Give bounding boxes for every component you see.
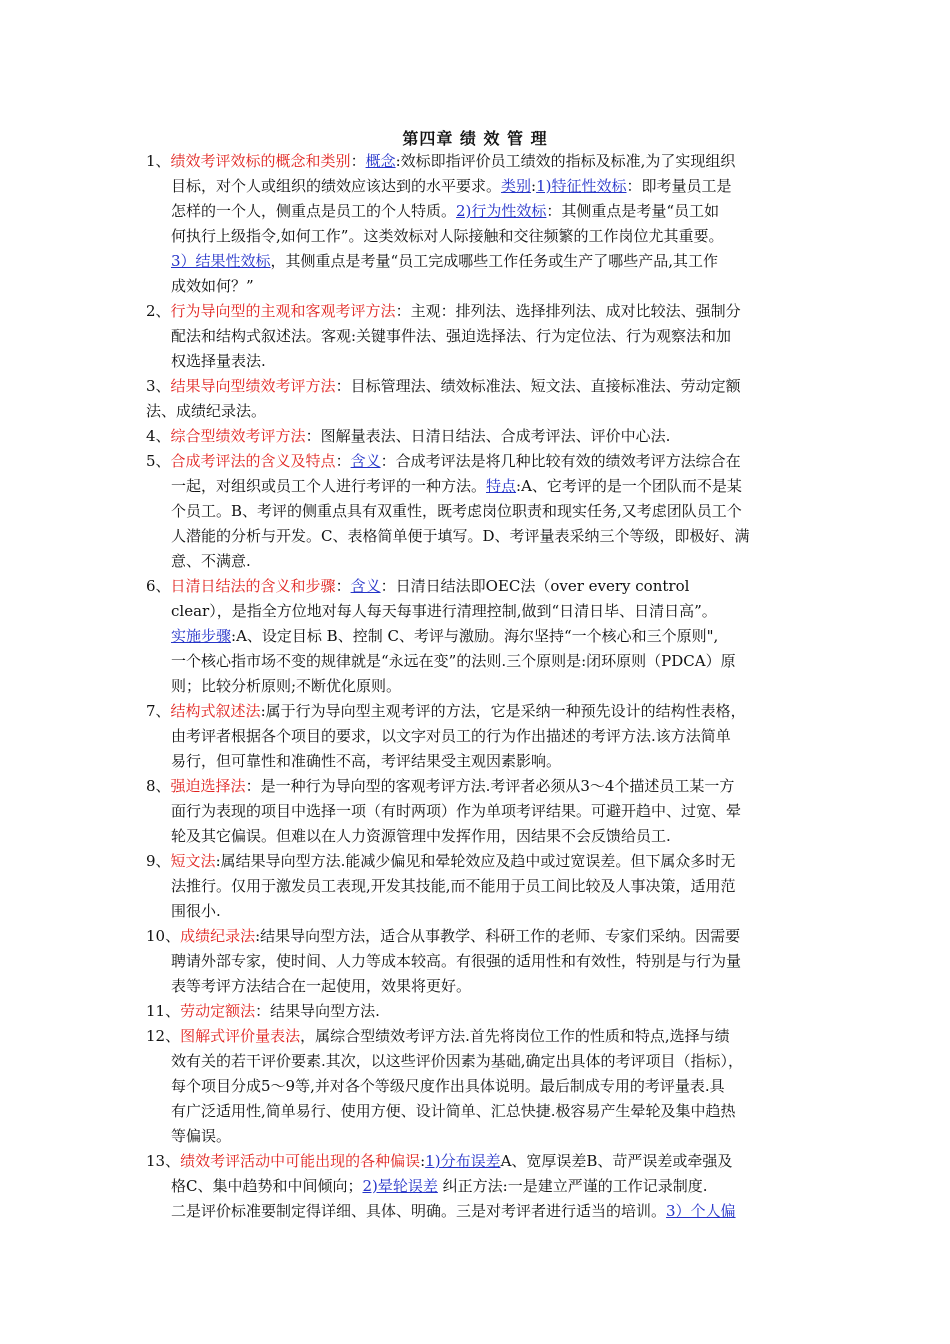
text-run: ：目标管理法、绩效标准法、短文法、直接标准法、劳动定额 [335, 377, 741, 395]
text-line [146, 774, 734, 798]
term-label: 含义 [350, 452, 381, 470]
section-heading: 行为导向型的主观和客观考评方法 [170, 302, 396, 320]
text-line [171, 724, 731, 748]
text-line [146, 374, 741, 398]
text-run: 法、成绩纪录法。 [146, 402, 267, 420]
text-run: ：即考量员工是 [626, 177, 732, 195]
term-label: 1)特征性效标 [536, 177, 627, 195]
text-line [146, 924, 740, 948]
text-run: 权选择量表法. [171, 352, 266, 370]
text-run: 4、 [146, 427, 171, 445]
text-run: ：图解量表法、日清日结法、合成考评法、评价中心法. [305, 427, 671, 445]
text-line [146, 1149, 732, 1173]
text-run: : [420, 1152, 426, 1170]
text-run: 轮及其它偏误。但难以在人力资源管理中发挥作用，因结果不会反馈给员工. [171, 827, 671, 845]
text-run: clear），是指全方位地对每人每天每事进行清理控制,做到“日清日毕、日清日高”。 [171, 602, 717, 620]
text-run: 配法和结构式叙述法。客观:关键事件法、强迫选择法、行为定位法、行为观察法和加 [171, 327, 732, 345]
text-line [171, 949, 741, 973]
text-line [171, 674, 401, 698]
text-run: 2、 [146, 302, 171, 320]
text-run: 围很小. [171, 902, 221, 920]
text-run: 13、 [146, 1152, 181, 1170]
term-label: 类别 [501, 177, 532, 195]
text-line [146, 1024, 730, 1048]
text-line [171, 1074, 725, 1098]
text-run: 一起，对组织或员工个人进行考评的一种方法。 [171, 477, 487, 495]
text-line [146, 574, 689, 598]
text-line [146, 299, 741, 323]
text-line [171, 224, 723, 248]
text-run: 表等考评方法结合在一起使用，效果将更好。 [171, 977, 472, 995]
text-run: 7、 [146, 702, 171, 720]
text-run: 6、 [146, 577, 171, 595]
text-run: 5、 [146, 452, 171, 470]
text-run: 成效如何？” [171, 277, 254, 295]
text-run: ：其侧重点是考量“员工如 [546, 202, 720, 220]
section-heading: 绩效考评活动中可能出现的各种偏误 [180, 1152, 421, 1170]
text-line [171, 174, 732, 198]
text-run: 意、不满意. [171, 552, 251, 570]
text-run: ： [350, 152, 366, 170]
term-label: 概念 [365, 152, 396, 170]
text-run: ：结果导向型方法. [255, 1002, 380, 1020]
text-run: 由考评者根据各个项目的要求，以文字对员工的行为作出描述的考评方法.该方法简单 [171, 727, 731, 745]
text-line [171, 274, 254, 298]
term-label: 实施步骤 [171, 627, 232, 645]
section-heading: 劳动定额法 [180, 1002, 256, 1020]
section-heading: 结果导向型绩效考评方法 [170, 377, 336, 395]
text-line [171, 549, 251, 573]
text-run: ：合成考评法是将几种比较有效的绩效考评方法综合在 [380, 452, 741, 470]
text-run: 3、 [146, 377, 171, 395]
text-run: 有广泛适用性,简单易行、使用方便、设计简单、汇总快捷.极容易产生晕轮及集中趋热 [171, 1102, 736, 1120]
text-run: 易行，但可靠性和准确性不高，考评结果受主观因素影响。 [171, 752, 562, 770]
section-heading: 日清日结法的含义和步骤 [170, 577, 336, 595]
text-run: 12、 [146, 1027, 181, 1045]
text-run: 则；比较分析原则;不断优化原则。 [171, 677, 402, 695]
text-line [171, 199, 719, 223]
text-run: ：日清日结法即OEC法（over every control [380, 577, 690, 595]
text-run: 等偏误。 [171, 1127, 232, 1145]
term-label: 2)晕轮误差 [362, 1177, 438, 1195]
text-line [171, 899, 221, 923]
text-run: 一个核心指市场不变的规律就是“永远在变”的法则.三个原则是:闭环原则（PDCA）原 [171, 652, 736, 670]
text-run: :属结果导向型方法.能减少偏见和晕轮效应及趋中或过宽误差。但下属众多时无 [215, 852, 736, 870]
text-line [146, 149, 735, 173]
text-run: 8、 [146, 777, 171, 795]
text-line [171, 499, 742, 523]
text-line [146, 699, 746, 723]
text-line [171, 974, 471, 998]
text-run: 二是评价标准要制定得详细、具体、明确。三是对考评者进行适当的培训。 [171, 1202, 667, 1220]
text-line [171, 349, 266, 373]
text-line [171, 799, 741, 823]
text-run: 怎样的一个人，侧重点是员工的个人特质。 [171, 202, 457, 220]
text-run: :A、设定目标 B、控制 C、考评与激励。海尔坚持“一个核心和三个原则", [231, 627, 719, 645]
text-run: :A、它考评的是一个团队而不是某 [516, 477, 742, 495]
text-run: ，属综合型绩效考评方法.首先将岗位工作的性质和特点,选择与绩 [300, 1027, 730, 1045]
text-run: 面行为表现的项目中选择一项（有时两项）作为单项考评结果。可避开趋中、过宽、晕 [171, 802, 742, 820]
text-run: 1、 [146, 152, 171, 170]
section-heading: 强迫选择法 [170, 777, 246, 795]
text-line [146, 424, 670, 448]
text-line [171, 824, 671, 848]
text-run: 目标，对个人或组织的绩效应该达到的水平要求。 [171, 177, 502, 195]
text-run: A、宽厚误差B、苛严误差或牵强及 [500, 1152, 733, 1170]
text-run: ，其侧重点是考量“员工完成哪些工作任务或生产了哪些产品,其工作 [270, 252, 718, 270]
text-run: ： [335, 577, 351, 595]
section-heading: 综合型绩效考评方法 [170, 427, 306, 445]
text-line [171, 1199, 736, 1223]
text-run: 效有关的若干评价要素.其次，以这些评价因素为基础,确定出具体的考评项目（指标）， [171, 1052, 744, 1070]
term-label: 1)分布误差 [425, 1152, 501, 1170]
text-line [171, 474, 742, 498]
text-run: 10、 [146, 927, 181, 945]
text-line [171, 524, 750, 548]
section-heading: 图解式评价量表法 [180, 1027, 301, 1045]
term-label: 2)行为性效标 [456, 202, 547, 220]
text-run: 何执行上级指令,如何工作”。这类效标对人际接触和交往频繁的工作岗位尤其重要。 [171, 227, 724, 245]
text-run: :效标即指评价员工绩效的指标及标准,为了实现组织 [395, 152, 736, 170]
text-run: 9、 [146, 852, 171, 870]
text-line [146, 999, 380, 1023]
term-label: 3）个人偏 [666, 1202, 736, 1220]
text-run: 每个项目分成5～9等,并对各个等级尺度作出具体说明。最后制成专用的考评量表.具 [171, 1077, 725, 1095]
text-line [171, 1099, 736, 1123]
text-line [171, 1124, 231, 1148]
text-run: :属于行为导向型主观考评的方法，它是采纳一种预先设计的结构性表格， [260, 702, 746, 720]
text-run: 11、 [146, 1002, 181, 1020]
text-line [171, 624, 718, 648]
term-label: 特点 [486, 477, 517, 495]
text-run: ： [335, 452, 351, 470]
text-run: 格C、集中趋势和中间倾向； [171, 1177, 363, 1195]
chapter-title: 第四章 绩 效 管 理 [402, 129, 548, 148]
text-run: : [531, 177, 537, 195]
text-line [171, 1049, 743, 1073]
text-line [171, 649, 736, 673]
section-heading: 合成考评法的含义及特点 [170, 452, 336, 470]
text-line [146, 449, 741, 473]
text-line [146, 399, 266, 423]
text-run: 聘请外部专家，使时间、人力等成本较高。有很强的适用性和有效性，特别是与行为量 [171, 952, 742, 970]
section-heading: 绩效考评效标的概念和类别 [170, 152, 351, 170]
text-run: 人潜能的分析与开发。C、表格简单便于填写。D、考评量表采纳三个等级，即极好、满 [171, 527, 750, 545]
text-run: 纠正方法:一是建立严谨的工作记录制度. [437, 1177, 708, 1195]
text-line [171, 1174, 707, 1198]
term-label: 3）结果性效标 [171, 252, 271, 270]
text-line [171, 599, 717, 623]
text-run: ：是一种行为导向型的客观考评方法.考评者必须从3～4个描述员工某一方 [245, 777, 735, 795]
text-line [146, 849, 735, 873]
text-line [171, 249, 718, 273]
text-line [171, 749, 561, 773]
text-line [171, 874, 736, 898]
term-label: 含义 [350, 577, 381, 595]
text-run: 个员工。B、考评的侧重点具有双重性，既考虑岗位职责和现实任务,又考虑团队员工个 [171, 502, 742, 520]
text-run: 法推行。仅用于激发员工表现,开发其技能,而不能用于员工间比较及人事决策，适用范 [171, 877, 736, 895]
section-heading: 成绩纪录法 [180, 927, 256, 945]
section-heading: 短文法 [170, 852, 216, 870]
text-run: :结果导向型方法，适合从事教学、科研工作的老师、专家们采纳。因需要 [255, 927, 741, 945]
section-heading: 结构式叙述法 [170, 702, 261, 720]
text-run: ：主观：排列法、选择排列法、成对比较法、强制分 [395, 302, 741, 320]
text-line [171, 324, 731, 348]
